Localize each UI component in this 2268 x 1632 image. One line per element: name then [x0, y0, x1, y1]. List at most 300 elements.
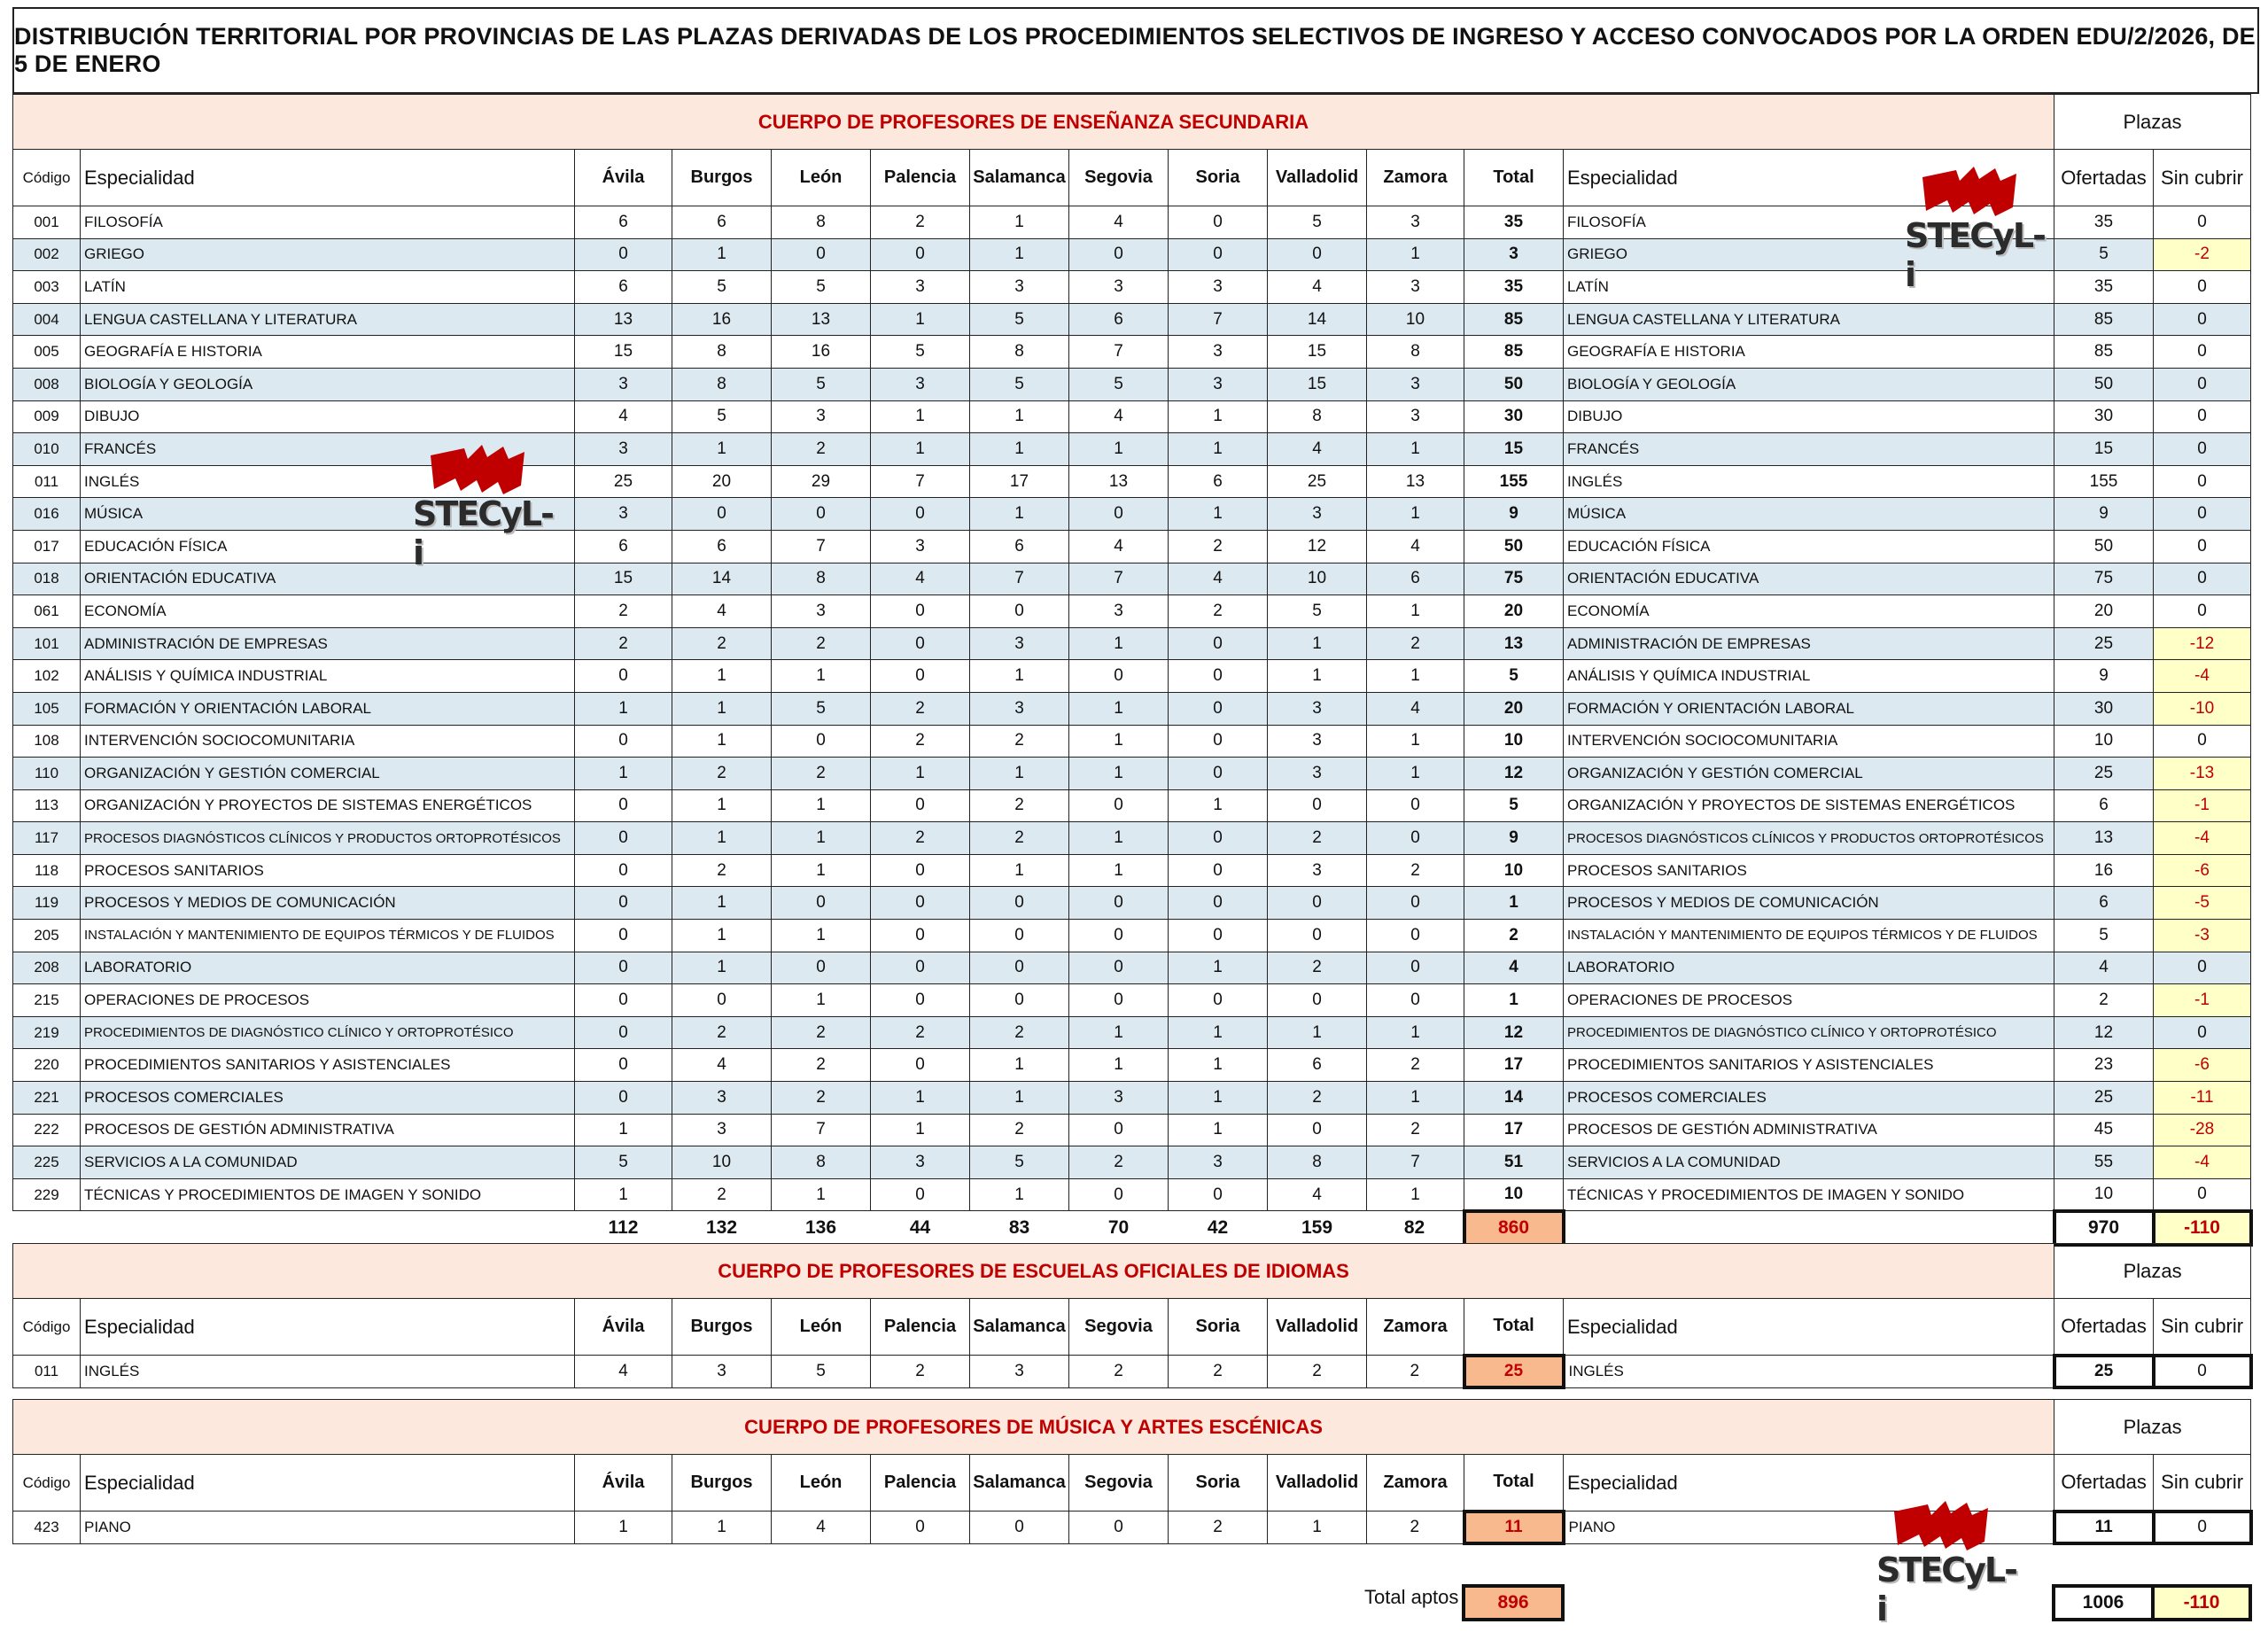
province-value-cell: 15 — [575, 563, 672, 595]
blank-cell — [1267, 1586, 1366, 1620]
province-value-cell: 4 — [1268, 433, 1367, 466]
province-value-cell: 1 — [1169, 789, 1268, 822]
province-value-cell: 0 — [1069, 920, 1169, 952]
codigo-cell: 011 — [13, 1356, 81, 1388]
province-value-cell: 2 — [1367, 1114, 1464, 1146]
province-value-cell: 3 — [575, 498, 672, 531]
codigo-cell: 005 — [13, 336, 81, 369]
province-value-cell: 15 — [575, 336, 672, 369]
codigo-cell: 110 — [13, 758, 81, 790]
codigo-header: Código — [13, 150, 81, 206]
province-value-cell: 1 — [970, 1049, 1069, 1082]
province-value-cell: 4 — [871, 563, 970, 595]
province-value-cell: 0 — [772, 887, 871, 920]
total-cell: 5 — [1464, 660, 1564, 693]
ofertadas-cell: 10 — [2054, 1178, 2154, 1211]
province-value-cell: 1 — [772, 984, 871, 1017]
especialidad-cell: PROCESOS SANITARIOS — [1564, 854, 2054, 887]
province-value-cell: 1 — [970, 238, 1069, 271]
province-header: Ávila — [575, 150, 672, 206]
province-sum-cell: 136 — [804, 1217, 837, 1239]
province-value-cell: 2 — [1367, 1356, 1464, 1388]
province-value-cell: 3 — [772, 595, 871, 628]
province-header: Soria — [1169, 150, 1268, 206]
province-value-cell: 2 — [1069, 1146, 1169, 1179]
table-row — [13, 1146, 2251, 1179]
province-value-cell: 6 — [575, 206, 672, 239]
province-value-cell: 16 — [772, 336, 871, 369]
especialidad-header: Especialidad — [1564, 1299, 2054, 1356]
total-cell: 85 — [1464, 336, 1564, 369]
table-row — [13, 920, 2251, 952]
codigo-cell: 215 — [13, 984, 81, 1017]
province-header: Burgos — [672, 1455, 772, 1512]
codigo-cell: 113 — [13, 789, 81, 822]
province-value-cell: 1 — [1069, 1049, 1169, 1082]
total-cell: 3 — [1464, 238, 1564, 271]
province-value-cell: 1 — [1169, 498, 1268, 531]
table-row — [13, 303, 2251, 336]
sin-cubrir-cell: -4 — [2154, 660, 2251, 693]
province-header: León — [772, 1455, 871, 1512]
province-value-cell: 5 — [772, 1356, 871, 1388]
province-value-cell: 5 — [672, 271, 772, 304]
province-sum-cell: 112 — [608, 1217, 639, 1239]
total-cell: 14 — [1464, 1082, 1564, 1115]
total-cell: 17 — [1464, 1049, 1564, 1082]
ofertadas-cell: 9 — [2054, 660, 2154, 693]
codigo-cell: 061 — [13, 595, 81, 628]
especialidad-cell: EDUCACIÓN FÍSICA — [1564, 530, 2054, 563]
province-value-cell: 0 — [1367, 822, 1464, 855]
province-value-cell: 4 — [1069, 400, 1169, 433]
especialidad-cell: ORGANIZACIÓN Y GESTIÓN COMERCIAL — [81, 758, 575, 790]
codigo-cell: 010 — [13, 433, 81, 466]
province-value-cell: 4 — [772, 1512, 871, 1544]
especialidad-cell: MÚSICA — [81, 498, 575, 531]
province-value-cell: 1 — [772, 789, 871, 822]
province-value-cell: 2 — [772, 758, 871, 790]
province-header: Zamora — [1367, 1299, 1464, 1356]
province-value-cell: 0 — [1169, 725, 1268, 758]
province-value-cell: 3 — [672, 1114, 772, 1146]
province-value-cell: 2 — [1268, 822, 1367, 855]
province-value-cell: 3 — [871, 271, 970, 304]
province-value-cell: 8 — [772, 563, 871, 595]
ofertadas-cell: 25 — [2054, 758, 2154, 790]
province-value-cell: 0 — [1367, 984, 1464, 1017]
sin-cubrir-cell: 0 — [2154, 1178, 2251, 1211]
especialidad-cell: ORGANIZACIÓN Y GESTIÓN COMERCIAL — [1564, 758, 2054, 790]
ofertadas-cell: 13 — [2054, 822, 2154, 855]
ofertadas-cell: 23 — [2054, 1049, 2154, 1082]
total-cell: 10 — [1464, 725, 1564, 758]
sin-cubrir-cell: -28 — [2154, 1114, 2251, 1146]
table-row — [13, 1356, 2251, 1388]
especialidad-cell: BIOLOGÍA Y GEOLOGÍA — [1564, 368, 2054, 400]
province-value-cell: 2 — [970, 1114, 1069, 1146]
section-title: CUERPO DE PROFESORES DE ESCUELAS OFICIALES DE IDIOMAS — [13, 1244, 2054, 1299]
province-value-cell: 5 — [970, 303, 1069, 336]
codigo-header: Código — [13, 1455, 81, 1512]
province-header: Burgos — [672, 1299, 772, 1356]
province-value-cell: 0 — [1169, 920, 1268, 952]
province-value-cell: 15 — [1268, 368, 1367, 400]
especialidad-cell: ADMINISTRACIÓN DE EMPRESAS — [1564, 627, 2054, 660]
province-value-cell: 16 — [672, 303, 772, 336]
ofertadas-cell: 85 — [2054, 303, 2154, 336]
blank-cell — [1168, 1586, 1267, 1620]
province-value-cell: 1 — [1367, 725, 1464, 758]
province-value-cell: 2 — [575, 627, 672, 660]
ofertadas-cell: 5 — [2054, 238, 2154, 271]
especialidad-cell: LATÍN — [81, 271, 575, 304]
total-cell: 9 — [1464, 822, 1564, 855]
sin-cubrir-cell: 0 — [2154, 368, 2251, 400]
total-cell: 1 — [1464, 984, 1564, 1017]
province-value-cell: 5 — [1268, 206, 1367, 239]
sin-cubrir-cell: 0 — [2154, 725, 2251, 758]
sin-cubrir-cell: -13 — [2154, 758, 2251, 790]
codigo-cell: 119 — [13, 887, 81, 920]
province-header: Palencia — [871, 150, 970, 206]
table-row — [13, 692, 2251, 725]
sin-cubrir-cell: -12 — [2154, 627, 2251, 660]
blank-cell — [969, 1586, 1068, 1620]
province-value-cell: 3 — [970, 627, 1069, 660]
province-value-cell: 14 — [672, 563, 772, 595]
blank-cell — [1068, 1586, 1168, 1620]
sin-cubrir-cell: -1 — [2154, 984, 2251, 1017]
province-value-cell: 1 — [1268, 1016, 1367, 1049]
province-value-cell: 2 — [772, 1049, 871, 1082]
province-value-cell: 8 — [970, 336, 1069, 369]
province-value-cell: 0 — [871, 627, 970, 660]
total-cell: 35 — [1464, 206, 1564, 239]
especialidad-cell: PROCESOS SANITARIOS — [81, 854, 575, 887]
province-value-cell: 0 — [871, 887, 970, 920]
province-value-cell: 1 — [772, 854, 871, 887]
province-value-cell: 2 — [1268, 1356, 1367, 1388]
province-value-cell: 0 — [1069, 984, 1169, 1017]
province-value-cell: 3 — [575, 368, 672, 400]
province-value-cell: 1 — [1367, 660, 1464, 693]
province-value-cell: 1 — [1169, 433, 1268, 466]
sin-cubrir-cell: 0 — [2154, 303, 2251, 336]
especialidad-cell: ORGANIZACIÓN Y PROYECTOS DE SISTEMAS ENERGÉTICOS — [81, 789, 575, 822]
province-value-cell: 2 — [772, 433, 871, 466]
especialidad-cell: PROCEDIMIENTOS DE DIAGNÓSTICO CLÍNICO Y ORTOPROTÉSICO — [81, 1016, 575, 1049]
province-value-cell: 5 — [1268, 595, 1367, 628]
province-value-cell: 5 — [772, 692, 871, 725]
province-value-cell: 0 — [1069, 952, 1169, 984]
especialidad-header: Especialidad — [1564, 1455, 2054, 1512]
province-value-cell: 1 — [1069, 627, 1169, 660]
province-value-cell: 1 — [871, 1114, 970, 1146]
province-value-cell: 4 — [1268, 1178, 1367, 1211]
especialidad-cell: PROCESOS Y MEDIOS DE COMUNICACIÓN — [81, 887, 575, 920]
province-value-cell: 2 — [772, 1082, 871, 1115]
ofertadas-cell: 4 — [2054, 952, 2154, 984]
sin-cubrir-cell: 0 — [2154, 336, 2251, 369]
especialidad-cell: INGLÉS — [1564, 1356, 2054, 1388]
codigo-cell: 004 — [13, 303, 81, 336]
province-value-cell: 1 — [1069, 725, 1169, 758]
blank-cell — [574, 1586, 672, 1620]
blank-cell — [13, 1211, 81, 1245]
table-row — [13, 627, 2251, 660]
ofertadas-cell: 11 — [2054, 1512, 2154, 1544]
especialidad-cell: ORIENTACIÓN EDUCATIVA — [81, 563, 575, 595]
province-value-cell: 1 — [672, 692, 772, 725]
province-value-cell: 0 — [1169, 822, 1268, 855]
ofertadas-header: Ofertadas — [2054, 1299, 2154, 1356]
province-value-cell: 2 — [1367, 1049, 1464, 1082]
province-value-cell: 1 — [1367, 1016, 1464, 1049]
province-value-cell: 0 — [970, 595, 1069, 628]
especialidad-cell: FRANCÉS — [1564, 433, 2054, 466]
ofertadas-cell: 25 — [2054, 1082, 2154, 1115]
province-value-cell: 1 — [1169, 1049, 1268, 1082]
province-value-cell: 8 — [1268, 400, 1367, 433]
province-header: Palencia — [871, 1455, 970, 1512]
total-ofertadas-cell: 1006 — [2054, 1586, 2153, 1620]
province-value-cell: 4 — [1268, 271, 1367, 304]
province-value-cell: 1 — [575, 692, 672, 725]
especialidad-cell: INSTALACIÓN Y MANTENIMIENTO DE EQUIPOS TÉRMICOS Y DE FLUIDOS — [1564, 920, 2054, 952]
codigo-cell: 016 — [13, 498, 81, 531]
province-value-cell: 1 — [970, 1082, 1069, 1115]
especialidad-cell: INTERVENCIÓN SOCIOCOMUNITARIA — [81, 725, 575, 758]
province-sum-cell: 159 — [1301, 1217, 1333, 1239]
sin-cubrir-cell: 0 — [2154, 400, 2251, 433]
sin-cubrir-header: Sin cubrir — [2154, 150, 2251, 206]
sin-cubrir-cell: 0 — [2154, 1016, 2251, 1049]
province-header: Valladolid — [1268, 150, 1367, 206]
province-value-cell: 5 — [1069, 368, 1169, 400]
especialidad-cell: SERVICIOS A LA COMUNIDAD — [81, 1146, 575, 1179]
especialidad-cell: INSTALACIÓN Y MANTENIMIENTO DE EQUIPOS TÉRMICOS Y DE FLUIDOS — [81, 920, 575, 952]
province-value-cell: 0 — [575, 725, 672, 758]
ofertadas-cell: 45 — [2054, 1114, 2154, 1146]
province-value-cell: 1 — [970, 433, 1069, 466]
province-value-cell: 0 — [871, 660, 970, 693]
codigo-cell: 105 — [13, 692, 81, 725]
table-row — [13, 563, 2251, 595]
province-value-cell: 0 — [1268, 789, 1367, 822]
province-value-cell: 0 — [1367, 920, 1464, 952]
province-value-cell: 3 — [970, 692, 1069, 725]
province-value-cell: 1 — [1367, 758, 1464, 790]
total-aptos-cell: 896 — [1464, 1586, 1563, 1620]
table-row — [13, 1049, 2251, 1082]
province-value-cell: 0 — [1169, 627, 1268, 660]
province-value-cell: 5 — [970, 1146, 1069, 1179]
sin-cubrir-cell: 0 — [2154, 563, 2251, 595]
province-value-cell: 2 — [1169, 595, 1268, 628]
province-value-cell: 0 — [575, 238, 672, 271]
codigo-cell: 225 — [13, 1146, 81, 1179]
province-value-cell: 0 — [1169, 660, 1268, 693]
especialidad-cell: PROCEDIMIENTOS SANITARIOS Y ASISTENCIALES — [1564, 1049, 2054, 1082]
province-value-cell: 2 — [1169, 530, 1268, 563]
especialidad-cell: FILOSOFÍA — [1564, 206, 2054, 239]
province-value-cell: 1 — [772, 660, 871, 693]
especialidad-cell: ANÁLISIS Y QUÍMICA INDUSTRIAL — [81, 660, 575, 693]
province-value-cell: 3 — [1268, 498, 1367, 531]
especialidad-header: Especialidad — [81, 150, 575, 206]
total-cell: 30 — [1464, 400, 1564, 433]
province-value-cell: 10 — [1367, 303, 1464, 336]
province-value-cell: 6 — [672, 206, 772, 239]
sin-cubrir-header: Sin cubrir — [2154, 1455, 2251, 1512]
province-value-cell: 3 — [672, 1082, 772, 1115]
especialidad-cell: PIANO — [81, 1512, 575, 1544]
province-value-cell: 25 — [575, 465, 672, 498]
province-sum-cell: 44 — [909, 1217, 931, 1239]
total-cell: 25 — [1464, 1356, 1564, 1388]
especialidad-cell: ORIENTACIÓN EDUCATIVA — [1564, 563, 2054, 595]
province-value-cell: 1 — [871, 1082, 970, 1115]
codigo-cell: 008 — [13, 368, 81, 400]
province-value-cell: 2 — [1367, 627, 1464, 660]
province-value-cell: 0 — [1069, 1178, 1169, 1211]
province-value-cell: 1 — [970, 758, 1069, 790]
table-row — [13, 1114, 2251, 1146]
province-value-cell: 2 — [1268, 1082, 1367, 1115]
especialidad-cell: ADMINISTRACIÓN DE EMPRESAS — [81, 627, 575, 660]
province-value-cell: 13 — [1367, 465, 1464, 498]
province-value-cell: 5 — [970, 368, 1069, 400]
province-value-cell: 2 — [1169, 1356, 1268, 1388]
province-value-cell: 0 — [970, 952, 1069, 984]
province-value-cell: 12 — [1268, 530, 1367, 563]
table-row — [13, 789, 2251, 822]
total-cell: 9 — [1464, 498, 1564, 531]
province-value-cell: 1 — [672, 887, 772, 920]
province-value-cell: 6 — [1367, 563, 1464, 595]
province-value-cell: 0 — [1268, 984, 1367, 1017]
table-row — [13, 498, 2251, 531]
province-header: Salamanca — [970, 150, 1069, 206]
province-value-cell: 6 — [575, 271, 672, 304]
watermark-text: STECyL-i — [1876, 1550, 2016, 1628]
province-value-cell: 14 — [1268, 303, 1367, 336]
province-value-cell: 4 — [1069, 530, 1169, 563]
ofertadas-cell: 30 — [2054, 692, 2154, 725]
province-value-cell: 5 — [672, 400, 772, 433]
province-value-cell: 0 — [575, 887, 672, 920]
province-value-cell: 0 — [1169, 887, 1268, 920]
province-header: Soria — [1169, 1455, 1268, 1512]
province-value-cell: 1 — [1169, 400, 1268, 433]
especialidad-cell: TÉCNICAS Y PROCEDIMIENTOS DE IMAGEN Y SONIDO — [1564, 1178, 2054, 1211]
especialidad-cell: PROCESOS COMERCIALES — [81, 1082, 575, 1115]
watermark-text: STECyL-i — [413, 494, 553, 572]
especialidad-cell: ANÁLISIS Y QUÍMICA INDUSTRIAL — [1564, 660, 2054, 693]
page-title: DISTRIBUCIÓN TERRITORIAL POR PROVINCIAS DE LAS PLAZAS DERIVADAS DE LOS PROCEDIMIENTOS SELECTIVOS DE INGRESO Y ACCESO CONVOCADOS POR LA ORDEN EDU/2/2026, DE 5 DE ENERO — [12, 7, 2259, 94]
codigo-cell: 002 — [13, 238, 81, 271]
especialidad-header: Especialidad — [81, 1455, 575, 1512]
codigo-cell: 017 — [13, 530, 81, 563]
province-value-cell: 0 — [871, 498, 970, 531]
total-aptos-label: Total aptos — [1364, 1586, 1459, 1608]
province-value-cell: 7 — [1367, 1146, 1464, 1179]
especialidad-cell: FRANCÉS — [81, 433, 575, 466]
table-row — [13, 725, 2251, 758]
province-value-cell: 3 — [1069, 271, 1169, 304]
especialidad-cell: FILOSOFÍA — [81, 206, 575, 239]
province-value-cell: 3 — [1169, 336, 1268, 369]
province-value-cell: 1 — [1367, 238, 1464, 271]
total-cell: 51 — [1464, 1146, 1564, 1179]
province-header: Salamanca — [970, 1455, 1069, 1512]
province-value-cell: 0 — [970, 887, 1069, 920]
especialidad-header: Especialidad — [1564, 150, 2054, 206]
province-value-cell: 0 — [871, 952, 970, 984]
sin-cubrir-cell: -6 — [2154, 854, 2251, 887]
province-value-cell: 0 — [772, 725, 871, 758]
province-value-cell: 0 — [575, 660, 672, 693]
total-cell: 155 — [1464, 465, 1564, 498]
province-value-cell: 1 — [1169, 1114, 1268, 1146]
blank-cell — [12, 1586, 80, 1620]
province-value-cell: 0 — [871, 1512, 970, 1544]
province-value-cell: 3 — [1367, 368, 1464, 400]
province-value-cell: 0 — [575, 920, 672, 952]
province-value-cell: 2 — [1069, 1356, 1169, 1388]
province-value-cell: 0 — [1069, 789, 1169, 822]
table-row — [13, 433, 2251, 466]
especialidad-cell: PROCESOS Y MEDIOS DE COMUNICACIÓN — [1564, 887, 2054, 920]
total-cell: 5 — [1464, 789, 1564, 822]
province-value-cell: 4 — [672, 1049, 772, 1082]
table-row — [13, 822, 2251, 855]
province-value-cell: 3 — [672, 1356, 772, 1388]
especialidad-header: Especialidad — [81, 1299, 575, 1356]
ofertadas-cell: 20 — [2054, 595, 2154, 628]
total-cell: 17 — [1464, 1114, 1564, 1146]
ofertadas-cell: 16 — [2054, 854, 2154, 887]
province-value-cell: 3 — [1169, 271, 1268, 304]
province-value-cell: 1 — [575, 758, 672, 790]
province-value-cell: 0 — [575, 822, 672, 855]
province-value-cell: 0 — [1169, 238, 1268, 271]
province-value-cell: 0 — [1169, 1178, 1268, 1211]
province-value-cell: 1 — [970, 498, 1069, 531]
sin-cubrir-cell: 0 — [2154, 1356, 2251, 1388]
especialidad-cell: EDUCACIÓN FÍSICA — [81, 530, 575, 563]
codigo-cell: 423 — [13, 1512, 81, 1544]
total-header: Total — [1464, 150, 1564, 206]
total-cell: 1 — [1464, 887, 1564, 920]
codigo-cell: 011 — [13, 465, 81, 498]
province-value-cell: 0 — [970, 920, 1069, 952]
plazas-header: Plazas — [2054, 95, 2251, 150]
province-value-cell: 0 — [1169, 854, 1268, 887]
province-value-cell: 2 — [672, 1016, 772, 1049]
table-row — [13, 952, 2251, 984]
blank-cell — [870, 1586, 969, 1620]
province-header: Zamora — [1367, 150, 1464, 206]
codigo-cell: 108 — [13, 725, 81, 758]
province-value-cell: 1 — [970, 854, 1069, 887]
province-value-cell: 2 — [575, 595, 672, 628]
codigo-cell: 001 — [13, 206, 81, 239]
province-value-cell: 0 — [1268, 1114, 1367, 1146]
ofertadas-cell: 15 — [2054, 433, 2154, 466]
total-cell: 13 — [1464, 627, 1564, 660]
